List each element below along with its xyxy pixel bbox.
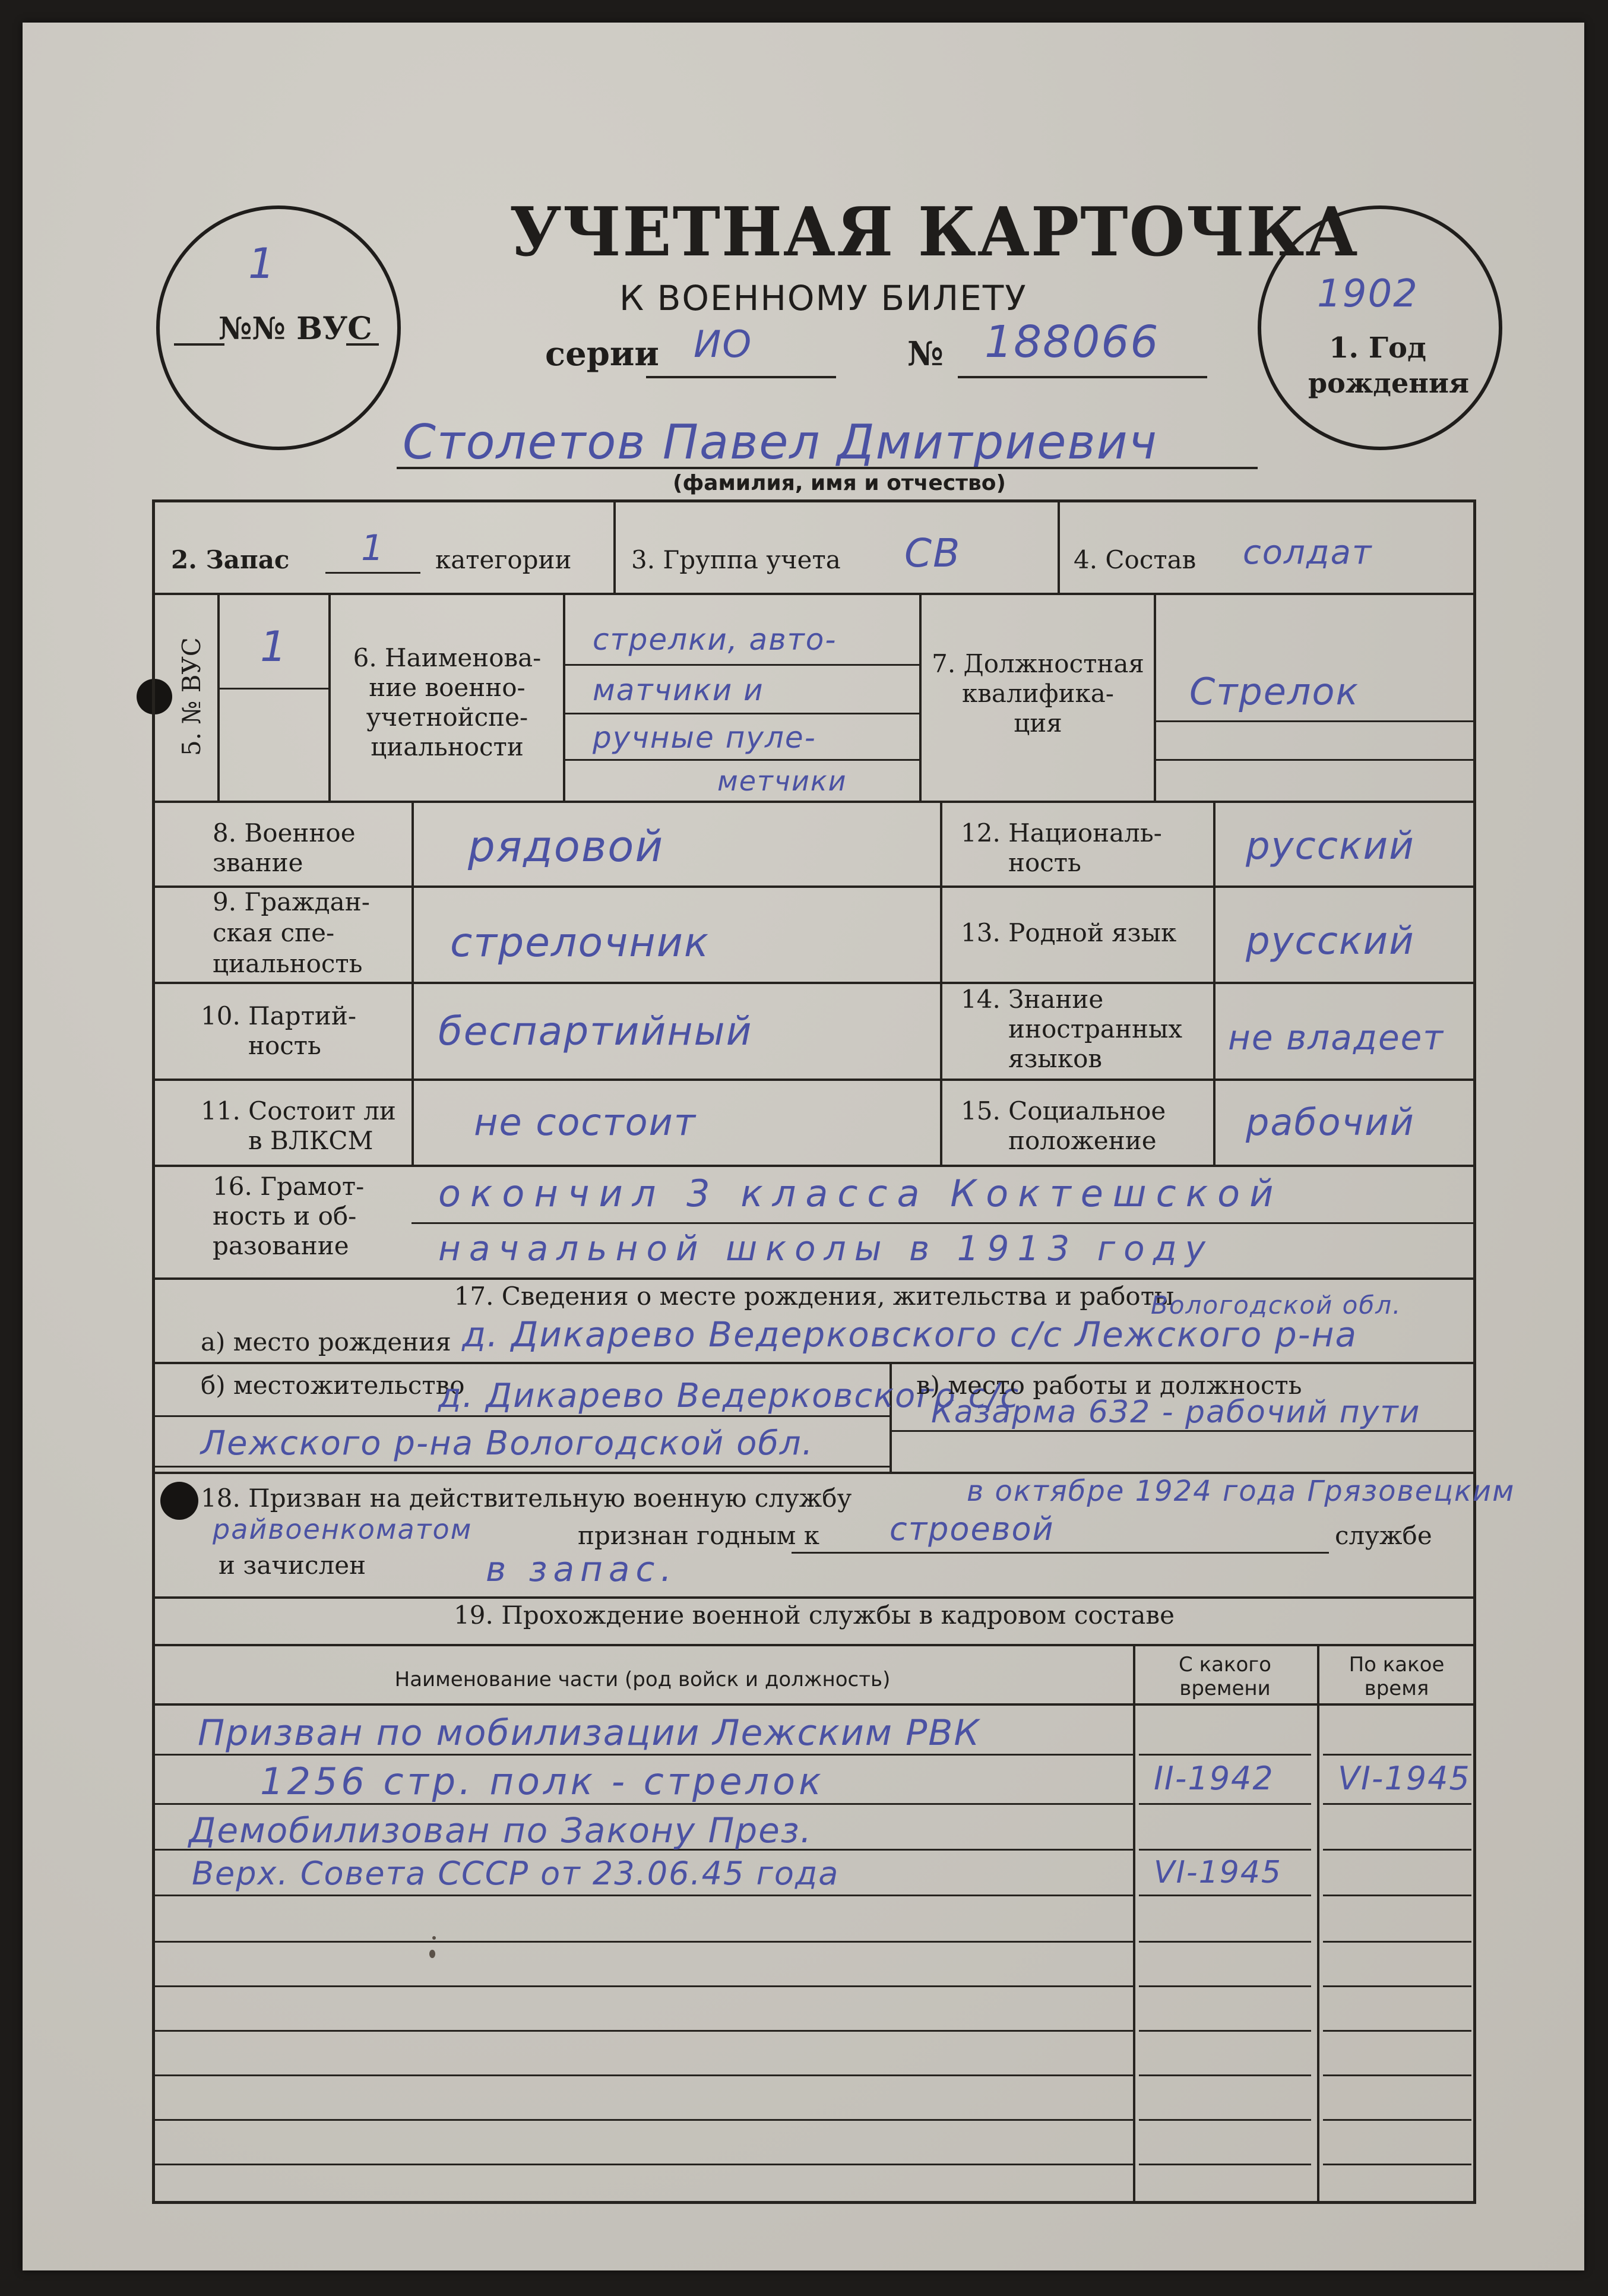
ruled-line	[1323, 2030, 1471, 2032]
ruled-line	[152, 1985, 1133, 1987]
service-row-2-unit: 1256 стр. полк - стрелок	[260, 1760, 825, 1803]
birth-year-value: 1902	[1317, 272, 1419, 316]
specialty-value-4: метчики	[717, 765, 847, 797]
civil-specialty-label: 9. Граждан- ская спе- циальность	[213, 887, 370, 978]
ruled-line	[1323, 2074, 1471, 2076]
ruled-line	[1139, 2030, 1311, 2032]
series-value: ИО	[694, 322, 753, 366]
row-divider	[152, 1644, 1476, 1646]
ruled-line	[1139, 2074, 1311, 2076]
col-divider	[563, 593, 565, 801]
group-label: 3. Группа учета	[631, 545, 841, 574]
called-up-value: в октябре 1924 года Грязовецким	[967, 1475, 1515, 1508]
row-divider	[152, 801, 1476, 803]
ruled-line	[1323, 1849, 1471, 1851]
vus-circle-label: №№ ВУС	[219, 311, 372, 347]
col-to-header: По какое время	[1349, 1653, 1445, 1700]
rank-value: рядовой	[468, 821, 664, 871]
ruled-line	[1139, 1754, 1311, 1756]
education-value-2: начальной школы в 1913 году	[438, 1228, 1214, 1269]
full-name-value: Столетов Павел Дмитриевич	[403, 415, 1158, 470]
category-label: категории	[435, 545, 572, 574]
row-divider	[152, 1079, 1476, 1081]
col-divider	[217, 593, 220, 801]
row-divider	[152, 1362, 1476, 1364]
ruled-line	[152, 2119, 1133, 2121]
group-value: СВ	[904, 530, 961, 576]
service-label: службе	[1335, 1521, 1432, 1550]
vus-circle-value: 1	[248, 239, 276, 288]
service-row-2-to: VI-1945	[1338, 1760, 1471, 1797]
residence-value-1: д. Дикарево Ведерковского с/с	[438, 1377, 1020, 1415]
qual-line	[1154, 720, 1476, 722]
specialty-label: 6. Наименова- ние военно- учетнойспе- циальности	[353, 643, 542, 761]
row-divider	[152, 1596, 1476, 1599]
ruled-line	[1139, 2119, 1311, 2121]
section-19-title: 19. Прохождение военной службы в кадровом составе	[454, 1601, 1175, 1630]
ruled-line	[1139, 1941, 1311, 1943]
col-divider	[919, 593, 922, 801]
reserve-value: 1	[361, 527, 385, 569]
nationality-label: 12. Националь- ность	[961, 818, 1162, 877]
service-row-3-unit: Демобилизован по Закону През.	[189, 1810, 813, 1851]
called-up-label: 18. Призван на действительную военную службу	[201, 1484, 852, 1513]
education-value-1: окончил 3 класса Коктешской	[438, 1172, 1283, 1215]
vlksm-label: 11. Состоит ли в ВЛКСМ	[201, 1096, 396, 1155]
ruled-line	[152, 1754, 1133, 1756]
ruled-line	[1323, 2164, 1471, 2165]
service-row-4-from: VI-1945	[1154, 1855, 1283, 1890]
qual-line	[1154, 759, 1476, 761]
row-divider	[152, 982, 1476, 984]
vus-side-label: 5. № ВУС	[176, 637, 206, 756]
number-line	[958, 376, 1207, 378]
ruled-line	[152, 2030, 1133, 2032]
col-divider	[1154, 593, 1156, 801]
number-value: 188066	[985, 317, 1160, 368]
staff-value: солдат	[1243, 533, 1373, 572]
nationality-value: русский	[1246, 824, 1415, 868]
col-from-header: С какого времени	[1179, 1653, 1271, 1700]
qualification-label: 7. Должностная квалифика- ция	[932, 649, 1144, 738]
col-unit-header: Наименование части (род войск и должность)	[394, 1668, 891, 1691]
series-label: серии	[545, 334, 659, 374]
row-divider	[152, 1165, 1476, 1167]
rank-label: 8. Военное звание	[213, 818, 356, 877]
spec-line	[563, 759, 919, 761]
staff-label: 4. Состав	[1074, 545, 1196, 574]
service-row-2-from: II-1942	[1154, 1760, 1274, 1797]
name-line	[397, 467, 1258, 469]
social-status-label: 15. Социальное положение	[961, 1096, 1166, 1155]
ruled-line	[1323, 1895, 1471, 1896]
qualification-value: Стрелок	[1189, 670, 1359, 713]
specialty-value-3: ручные пуле-	[593, 720, 816, 755]
called-up-value-2: райвоенкоматом	[213, 1513, 473, 1545]
vus-cell-line	[217, 688, 328, 690]
row-divider	[152, 1703, 1476, 1706]
row-divider	[152, 593, 1476, 595]
col-divider	[1058, 499, 1060, 593]
native-language-label: 13. Родной язык	[961, 918, 1177, 947]
reserve-label: 2. Запас	[171, 545, 290, 574]
workplace-line	[890, 1430, 1476, 1432]
civil-specialty-value: стрелочник	[450, 919, 710, 966]
residence-label: б) местожительство	[201, 1371, 465, 1400]
row-divider	[152, 1472, 1476, 1474]
col-divider	[613, 499, 616, 593]
full-name-caption: (фамилия, имя и отчество)	[673, 471, 1006, 495]
ruled-line	[1139, 1985, 1311, 1987]
spec-line	[563, 664, 919, 666]
ruled-line	[1139, 2164, 1311, 2165]
fit-for-value: строевой	[890, 1510, 1055, 1548]
ruled-line	[1139, 1849, 1311, 1851]
vlksm-value: не состоит	[474, 1100, 697, 1144]
ruled-line	[1323, 1803, 1471, 1805]
ruled-line	[1323, 1941, 1471, 1943]
education-label: 16. Грамот- ность и об- разование	[213, 1172, 365, 1260]
education-line	[412, 1222, 1476, 1224]
ruled-line	[152, 1803, 1133, 1805]
birth-year-label-2: рождения	[1308, 367, 1469, 399]
workplace-label: в) место работы и должность	[916, 1371, 1302, 1400]
enrolled-label: и зачислен	[219, 1551, 366, 1580]
service-row-1-unit: Призван по мобилизации Лежским РВК	[198, 1712, 981, 1754]
vus-value: 1	[260, 622, 288, 671]
party-value: беспартийный	[438, 1008, 753, 1054]
ruled-line	[1139, 1803, 1311, 1805]
page-title: УЧЕТНАЯ КАРТОЧКА	[509, 192, 1359, 272]
number-label: №	[907, 334, 944, 374]
ruled-line	[1323, 2119, 1471, 2121]
series-line	[646, 376, 836, 378]
birth-year-label: 1. Год	[1329, 331, 1426, 365]
party-label: 10. Партий- ность	[201, 1001, 357, 1060]
registration-card	[23, 23, 1584, 2270]
enrolled-value: в запас.	[486, 1549, 678, 1589]
ruled-line	[152, 2164, 1133, 2165]
social-status-value: рабочий	[1246, 1100, 1415, 1144]
workplace-value: Казарма 632 - рабочий пути	[931, 1394, 1421, 1430]
ruled-line	[1139, 1895, 1311, 1896]
vus-underline-left	[174, 343, 224, 346]
native-language-value: русский	[1246, 919, 1415, 963]
service-row-4-unit: Верх. Совета СССР от 23.06.45 года	[192, 1855, 840, 1892]
residence-line	[152, 1466, 890, 1468]
birthplace-value: д. Дикарево Ведерковского с/с Лежского р-на	[462, 1314, 1358, 1355]
fit-for-label: признан годным к	[578, 1521, 819, 1550]
residence-line	[152, 1415, 890, 1417]
specialty-value-2: матчики и	[593, 673, 764, 707]
foreign-language-value: не владеет	[1228, 1017, 1445, 1058]
ruled-line	[1323, 1754, 1471, 1756]
ruled-line	[152, 1941, 1133, 1943]
reserve-line	[325, 572, 420, 574]
birthplace-label: а) место рождения	[201, 1327, 451, 1356]
birthplace-value-2: Вологодской обл.	[1151, 1291, 1402, 1320]
vus-underline-right	[346, 343, 379, 346]
section-17-title: 17. Сведения о месте рождения, жительства и работы	[454, 1282, 1175, 1311]
residence-value-2: Лежского р-на Вологодской обл.	[201, 1424, 814, 1463]
fit-for-line	[792, 1552, 1329, 1554]
foreign-language-label: 14. Знание иностранных языков	[961, 985, 1183, 1073]
spec-line	[563, 713, 919, 714]
ruled-line	[152, 1895, 1133, 1896]
page-subtitle: К ВОЕННОМУ БИЛЕТУ	[619, 278, 1027, 318]
specialty-value-1: стрелки, авто-	[593, 622, 837, 657]
ruled-line	[1323, 1985, 1471, 1987]
ruled-line	[152, 2074, 1133, 2076]
col-divider	[1133, 1644, 1135, 2204]
col-divider	[328, 593, 331, 801]
col-divider	[1317, 1644, 1319, 2204]
row-divider	[152, 1277, 1476, 1280]
